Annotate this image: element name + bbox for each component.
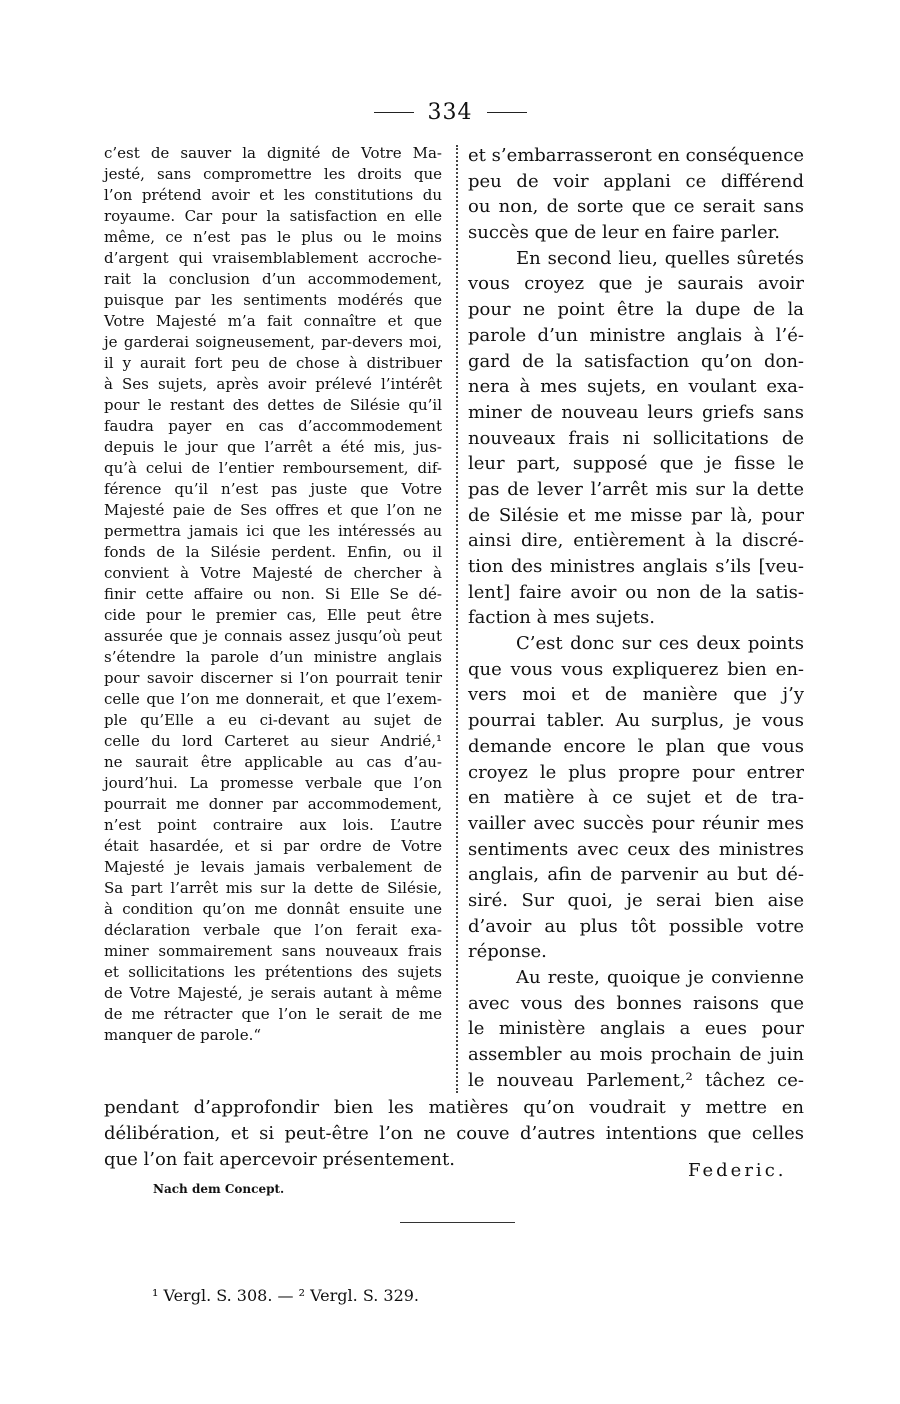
- text-line: Majesté je levais jamais verbalement de: [104, 858, 442, 876]
- text-line: ainsi dire, entièrement à la discré-: [468, 530, 804, 552]
- text-line: était hasardée, et si par ordre de Votre: [104, 837, 442, 855]
- text-line: en matière à ce sujet et de tra-: [468, 787, 804, 809]
- text-line: sentiments avec ceux des ministres: [468, 838, 804, 860]
- text-line: puisque par les sentiments modérés que: [104, 291, 442, 309]
- text-line: et sollicitations les prétentions des sujets: [104, 963, 442, 981]
- text-line: férence qu’il n’est pas juste que Votre: [104, 480, 442, 498]
- text-line: pourrait me donner par accommodement,: [104, 795, 442, 813]
- text-line: croyez le plus propre pour entrer: [468, 761, 804, 783]
- header-rule-right: [487, 112, 527, 113]
- text-line: je garderai soigneusement, par-devers moi,: [104, 333, 442, 351]
- right-column-text: [468, 143, 804, 1093]
- text-line: avec vous des bonnes raisons que: [468, 992, 804, 1014]
- text-line: s’étendre la parole d’un ministre anglais: [104, 648, 442, 666]
- text-line: vers moi et de manière que j’y: [468, 684, 804, 706]
- text-line: C’est donc sur ces deux points: [516, 633, 804, 655]
- text-line: Sa part l’arrêt mis sur la dette de Silésie,: [104, 879, 442, 897]
- text-line: à Ses sujets, après avoir prélevé l’intérêt: [104, 375, 442, 393]
- source-note: Nach dem Concept.: [153, 1182, 285, 1196]
- text-line: Votre Majesté m’a fait connaître et que: [104, 312, 442, 330]
- footnote-rule: [400, 1222, 515, 1223]
- text-line: n’est point contraire aux lois. L’autre: [104, 816, 442, 834]
- text-line: ou non, de sorte que ce serait sans: [468, 196, 804, 218]
- text-line: jourd’hui. La promesse verbale que l’on: [104, 774, 442, 792]
- text-line: pourrai tabler. Au surplus, je vous: [468, 710, 804, 732]
- text-line: d’avoir au plus tôt possible votre: [468, 915, 804, 937]
- text-line: déclaration verbale que l’on ferait exa-: [104, 921, 442, 939]
- left-column-text: [104, 143, 442, 1046]
- text-line: pas de lever l’arrêt mis sur la dette: [468, 478, 804, 500]
- text-line: pendant d’approfondir bien les matières qu’on voudrait y mettre en: [104, 1097, 804, 1118]
- text-line: finir cette affaire ou non. Si Elle Se dé-: [104, 585, 442, 603]
- text-line: tion des ministres anglais s’ils [veu-: [468, 556, 804, 577]
- text-line: même, ce n’est pas le plus ou le moins: [104, 228, 442, 246]
- text-line: de Silésie et me misse par là, pour: [468, 504, 804, 526]
- text-line: c’est de sauver la dignité de Votre Ma-: [104, 144, 442, 162]
- text-line: l’on prétend avoir et les constitutions du: [104, 186, 442, 204]
- text-line: peu de voir applani ce différend: [468, 170, 804, 192]
- text-line: manquer de parole.“: [104, 1026, 262, 1044]
- text-line: pour ne point être la dupe de la: [468, 299, 804, 321]
- footnotes: ¹ Vergl. S. 308. — ² Vergl. S. 329.: [152, 1286, 420, 1305]
- text-line: qu’à celui de l’entier remboursement, dif-: [104, 459, 442, 477]
- text-line: Au reste, quoique je convienne: [516, 967, 804, 988]
- text-line: Majesté paie de Ses offres et que l’on ne: [104, 501, 442, 519]
- text-line: gard de la satisfaction qu’on don-: [468, 350, 804, 372]
- text-line: miner sommairement sans nouveaux frais: [104, 942, 442, 960]
- text-line: royaume. Car pour la satisfaction en elle: [104, 207, 442, 225]
- text-line: depuis le jour que l’arrêt a été mis, jus-: [104, 438, 442, 456]
- text-line: cide pour le premier cas, Elle peut être: [104, 606, 442, 624]
- text-line: ple qu’Elle a eu ci-devant au sujet de: [104, 711, 442, 729]
- text-line: vous croyez que je saurais avoir: [468, 273, 804, 295]
- text-line: que vous vous expliquerez bien en-: [468, 658, 804, 680]
- text-line: succès que de leur en faire parler.: [468, 222, 781, 244]
- text-line: fonds de la Silésie perdent. Enfin, ou il: [104, 543, 442, 561]
- text-line: assembler au mois prochain de juin: [468, 1044, 804, 1066]
- text-line: demande encore le plan que vous: [468, 735, 804, 757]
- text-line: de me rétracter que l’on le serait de me: [104, 1005, 442, 1023]
- text-line: le nouveau Parlement,² tâchez ce-: [468, 1069, 804, 1091]
- text-line: rait la conclusion d’un accommodement,: [104, 270, 442, 288]
- text-line: pour le restant des dettes de Silésie qu’il: [104, 396, 442, 414]
- text-line: délibération, et si peut-être l’on ne couve d’autres intentions que celles: [104, 1123, 804, 1144]
- text-line: faction à mes sujets.: [468, 607, 656, 629]
- text-line: convient à Votre Majesté de chercher à: [104, 564, 442, 582]
- text-line: lent] faire avoir ou non de la satis-: [468, 581, 804, 603]
- text-line: permettra jamais ici que les intéressés au: [104, 522, 442, 540]
- text-line: miner de nouveau leurs griefs sans: [468, 401, 804, 423]
- text-line: anglais, afin de parvenir au but dé-: [468, 864, 804, 886]
- text-line: à condition qu’on me donnât ensuite une: [104, 900, 442, 918]
- text-line: d’argent qui vraisemblablement accroche-: [104, 249, 442, 267]
- text-line: siré. Sur quoi, je serai bien aise: [468, 889, 804, 911]
- text-line: de Votre Majesté, je serais autant à même: [104, 984, 442, 1002]
- text-line: et s’embarrasseront en conséquence: [468, 145, 805, 166]
- header-rule-left: [374, 112, 414, 113]
- text-line: assurée que je connais assez jusqu’où peut: [104, 627, 442, 645]
- column-divider: [456, 145, 458, 1093]
- text-line: ne saurait être applicable au cas d’au-: [104, 753, 442, 771]
- text-line: que l’on fait apercevoir présentement.: [104, 1149, 455, 1170]
- text-line: leur part, supposé que je fisse le: [468, 453, 804, 475]
- text-line: celle que l’on me donnerait, et que l’exem-: [104, 690, 442, 708]
- text-line: parole d’un ministre anglais à l’é-: [468, 324, 804, 346]
- text-line: En second lieu, quelles sûretés: [516, 247, 804, 269]
- page-number: 334: [427, 100, 473, 125]
- signature: Federic.: [688, 1160, 787, 1181]
- text-line: il y aurait fort peu de chose à distribuer: [104, 354, 442, 372]
- text-line: jesté, sans compromettre les droits que: [104, 165, 442, 183]
- text-line: vailler avec succès pour réunir mes: [468, 812, 804, 834]
- text-line: nera à mes sujets, en voulant exa-: [468, 376, 804, 398]
- text-line: pour savoir discerner si l’on pourrait tenir: [104, 669, 442, 687]
- text-line: le ministère anglais a eues pour: [468, 1018, 804, 1040]
- text-line: nouveaux frais ni sollicitations de: [468, 427, 804, 449]
- text-line: réponse.: [468, 941, 547, 963]
- text-line: celle du lord Carteret au sieur Andrié,¹: [104, 732, 442, 750]
- text-line: faudra payer en cas d’accommodement: [104, 417, 442, 435]
- page-header: [0, 100, 900, 125]
